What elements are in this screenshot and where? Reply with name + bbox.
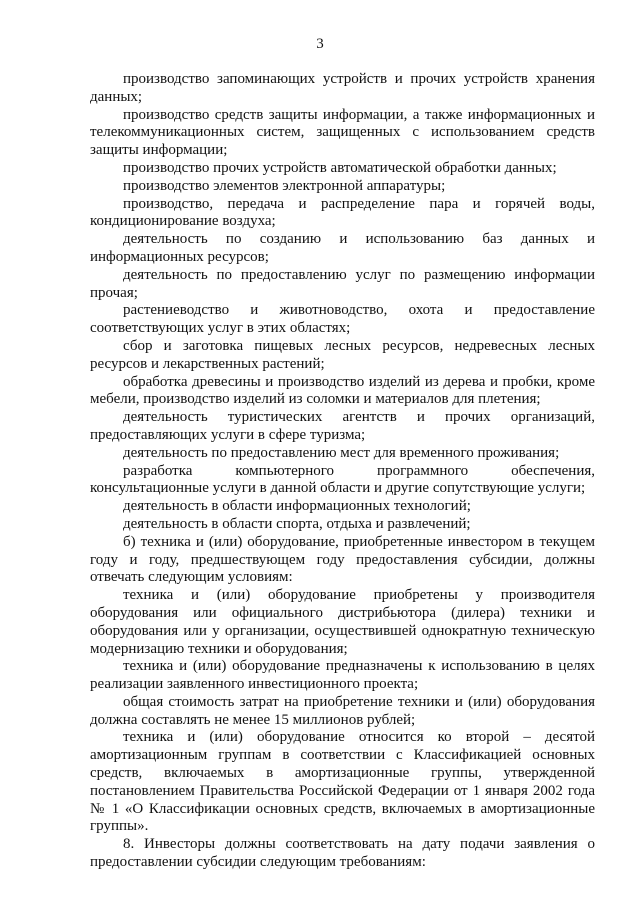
paragraph: сбор и заготовка пищевых лесных ресурсов, недревесных лесных ресурсов и лекарственных растений; — [90, 337, 595, 372]
paragraph: техника и (или) оборудование приобретены у производителя оборудования или официального дистрибьютора (дилера) техники и оборудования или у организации, осуществившей однократную техническую модернизацию техники и оборудования; — [90, 587, 595, 657]
paragraph: деятельность в области спорта, отдыха и развлечений; — [123, 515, 471, 532]
paragraph: деятельность по созданию и использованию баз данных и информационных ресурсов; — [90, 231, 595, 265]
page-number: 3 — [316, 36, 324, 52]
paragraph: деятельность по предоставлению мест для временного проживания; — [123, 444, 560, 461]
paragraph: общая стоимость затрат на приобретение техники и (или) оборудования должна составлять не менее 15 миллионов рублей; — [90, 693, 595, 728]
paragraph: обработка древесины и производство изделий из дерева и пробки, кроме мебели, производство изделий из соломки и материалов для плетения; — [90, 373, 595, 408]
paragraph: разработка компьютерного программного обеспечения, консультационные услуги в данной области и другие сопутствующие услуги; — [90, 462, 595, 497]
paragraph: техника и (или) оборудование предназначены к использованию в целях реализации заявленного инвестиционного проекта; — [90, 658, 595, 693]
paragraph: производство запоминающих устройств и прочих устройств хранения данных; — [90, 71, 595, 105]
paragraph: техника и (или) оборудование относится ко второй – десятой амортизационным группам в соответствии с Классификацией основных средств, включаемых в амортизационные группы, утвержденной постановлением Правительства Российской Федерации от 1 января 2002 года № 1 «О Классификации основных средств, включаемых в амортизационные группы». — [90, 729, 595, 835]
paragraph: деятельность в области информационных технологий; — [123, 498, 471, 515]
subclause-b: б) техника и (или) оборудование, приобретенные инвестором в текущем году и году, предшествующем году предоставления субсидии, должны отвечать следующим условиям: — [90, 533, 595, 586]
paragraph: деятельность по предоставлению услуг по размещению информации прочая; — [90, 266, 595, 301]
document-body — [90, 71, 595, 872]
paragraph: производство элементов электронной аппаратуры; — [123, 177, 446, 194]
paragraph: растениеводство и животноводство, охота и предоставление соответствующих услуг в этих областях; — [90, 302, 595, 337]
paragraph: производство средств защиты информации, а также информационных и телекоммуникационных систем, защищенных с использованием средств защиты информации; — [90, 106, 595, 159]
paragraph: деятельность туристических агентств и прочих организаций, предоставляющих услуги в сфере туризма; — [90, 409, 595, 443]
paragraph: производство, передача и распределение пара и горячей воды, кондиционирование воздуха; — [90, 195, 595, 230]
clause-8: 8. Инвесторы должны соответствовать на дату подачи заявления о предоставлении субсидии следующим требованиям: — [90, 836, 595, 871]
paragraph: производство прочих устройств автоматической обработки данных; — [123, 159, 557, 176]
